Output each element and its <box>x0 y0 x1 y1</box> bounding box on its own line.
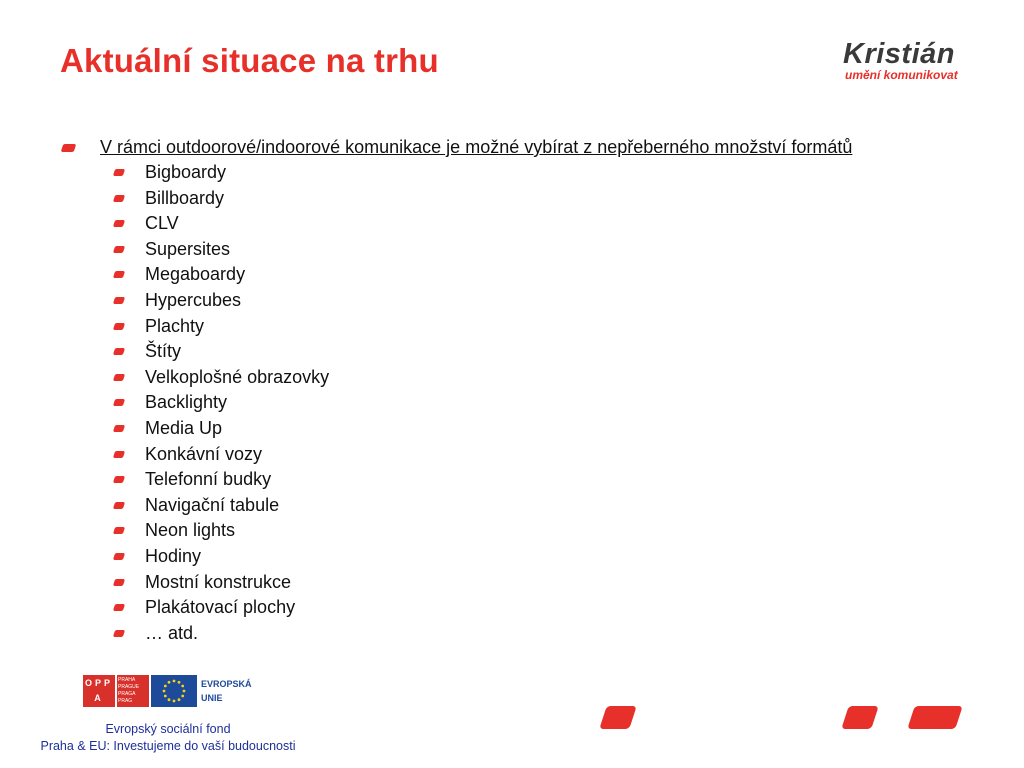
list-item <box>112 570 329 596</box>
eu-text-line2: UNIE <box>201 693 223 703</box>
list-item <box>112 595 329 621</box>
bullet-icon <box>113 399 125 406</box>
oppa-logo-top: OPP <box>84 678 113 688</box>
list-item-label: Plachty <box>145 315 205 336</box>
list-item-label: Media Up <box>145 417 223 438</box>
bullet-icon <box>113 323 125 330</box>
praha-logo: PRAHA PRAGUE PRAGA PRAG <box>117 675 149 707</box>
list-item <box>112 339 329 365</box>
bullet-icon <box>113 169 125 176</box>
list-item <box>112 518 329 544</box>
bullet-icon <box>113 451 125 458</box>
slide-title: Aktuální situace na trhu <box>60 42 439 79</box>
list-item <box>112 186 329 212</box>
bullet-icon <box>113 579 125 586</box>
list-item-label: CLV <box>145 213 179 234</box>
main-bullet-text: V rámci outdoorové/indoorové komunikace je možné vybírat z nepřeberného množství formátů <box>100 137 853 157</box>
list-item-label: Megaboardy <box>145 264 246 285</box>
bullet-icon <box>113 374 125 381</box>
list-item <box>112 288 329 314</box>
logo-name: Kristián <box>843 38 955 70</box>
list-item-label: Telefonní budky <box>145 469 272 490</box>
bullet-icon <box>113 246 125 253</box>
eu-text <box>201 677 252 705</box>
list-item-label: Navigační tabule <box>145 494 280 515</box>
list-item <box>112 544 329 570</box>
list-item-label: … atd. <box>145 622 199 643</box>
list-item-label: Hodiny <box>145 545 202 566</box>
list-item <box>112 160 329 186</box>
list-item-label: Backlighty <box>145 392 228 413</box>
oppa-logo-bottom: A <box>94 693 104 703</box>
bullet-icon <box>113 220 125 227</box>
list-item <box>112 442 329 468</box>
list-item-label: Bigboardy <box>145 162 227 182</box>
decor-shape-1 <box>599 706 636 729</box>
footer-caption <box>18 721 318 755</box>
logo-tagline: umění komunikovat <box>845 68 958 82</box>
list-item <box>112 416 329 442</box>
list-item <box>112 314 329 340</box>
bullet-icon <box>113 297 125 304</box>
list-item-label: Billboardy <box>145 187 225 208</box>
decor-shape-2 <box>841 706 878 729</box>
footer-line1: Evropský sociální fond <box>105 722 231 736</box>
list-item-label: Mostní konstrukce <box>145 571 292 592</box>
list-item-label: Konkávní vozy <box>145 443 263 464</box>
bullet-icon <box>113 553 125 560</box>
eu-flag-icon <box>151 675 197 707</box>
bullet-icon <box>113 527 125 534</box>
decor-shape-3 <box>907 706 962 729</box>
list-item <box>112 621 329 647</box>
bullet-icon <box>113 630 125 637</box>
bullet-icon <box>113 271 125 278</box>
main-bullet-icon <box>61 144 77 152</box>
bullet-icon <box>113 195 125 202</box>
list-item-label: Velkoplošné obrazovky <box>145 366 330 387</box>
format-list <box>112 160 329 646</box>
list-item <box>112 262 329 288</box>
list-item <box>112 390 329 416</box>
list-item <box>112 467 329 493</box>
list-item-label: Hypercubes <box>145 289 242 310</box>
list-item <box>112 365 329 391</box>
eu-text-line1: EVROPSKÁ <box>201 679 252 689</box>
footer-line2: Praha & EU: Investujeme do vaší budoucnosti <box>40 739 296 753</box>
bullet-icon <box>113 502 125 509</box>
bullet-icon <box>113 476 125 483</box>
list-item <box>112 493 329 519</box>
list-item-label: Supersites <box>145 238 231 259</box>
list-item-label: Neon lights <box>145 520 236 541</box>
bullet-icon <box>113 604 125 611</box>
bullet-icon <box>113 348 125 355</box>
list-item <box>112 211 329 237</box>
oppa-logo <box>83 675 115 707</box>
list-item-label: Plakátovací plochy <box>145 597 296 618</box>
list-item <box>112 237 329 263</box>
kristian-logo <box>843 38 973 88</box>
list-item-label: Štíty <box>145 341 182 362</box>
bullet-icon <box>113 425 125 432</box>
